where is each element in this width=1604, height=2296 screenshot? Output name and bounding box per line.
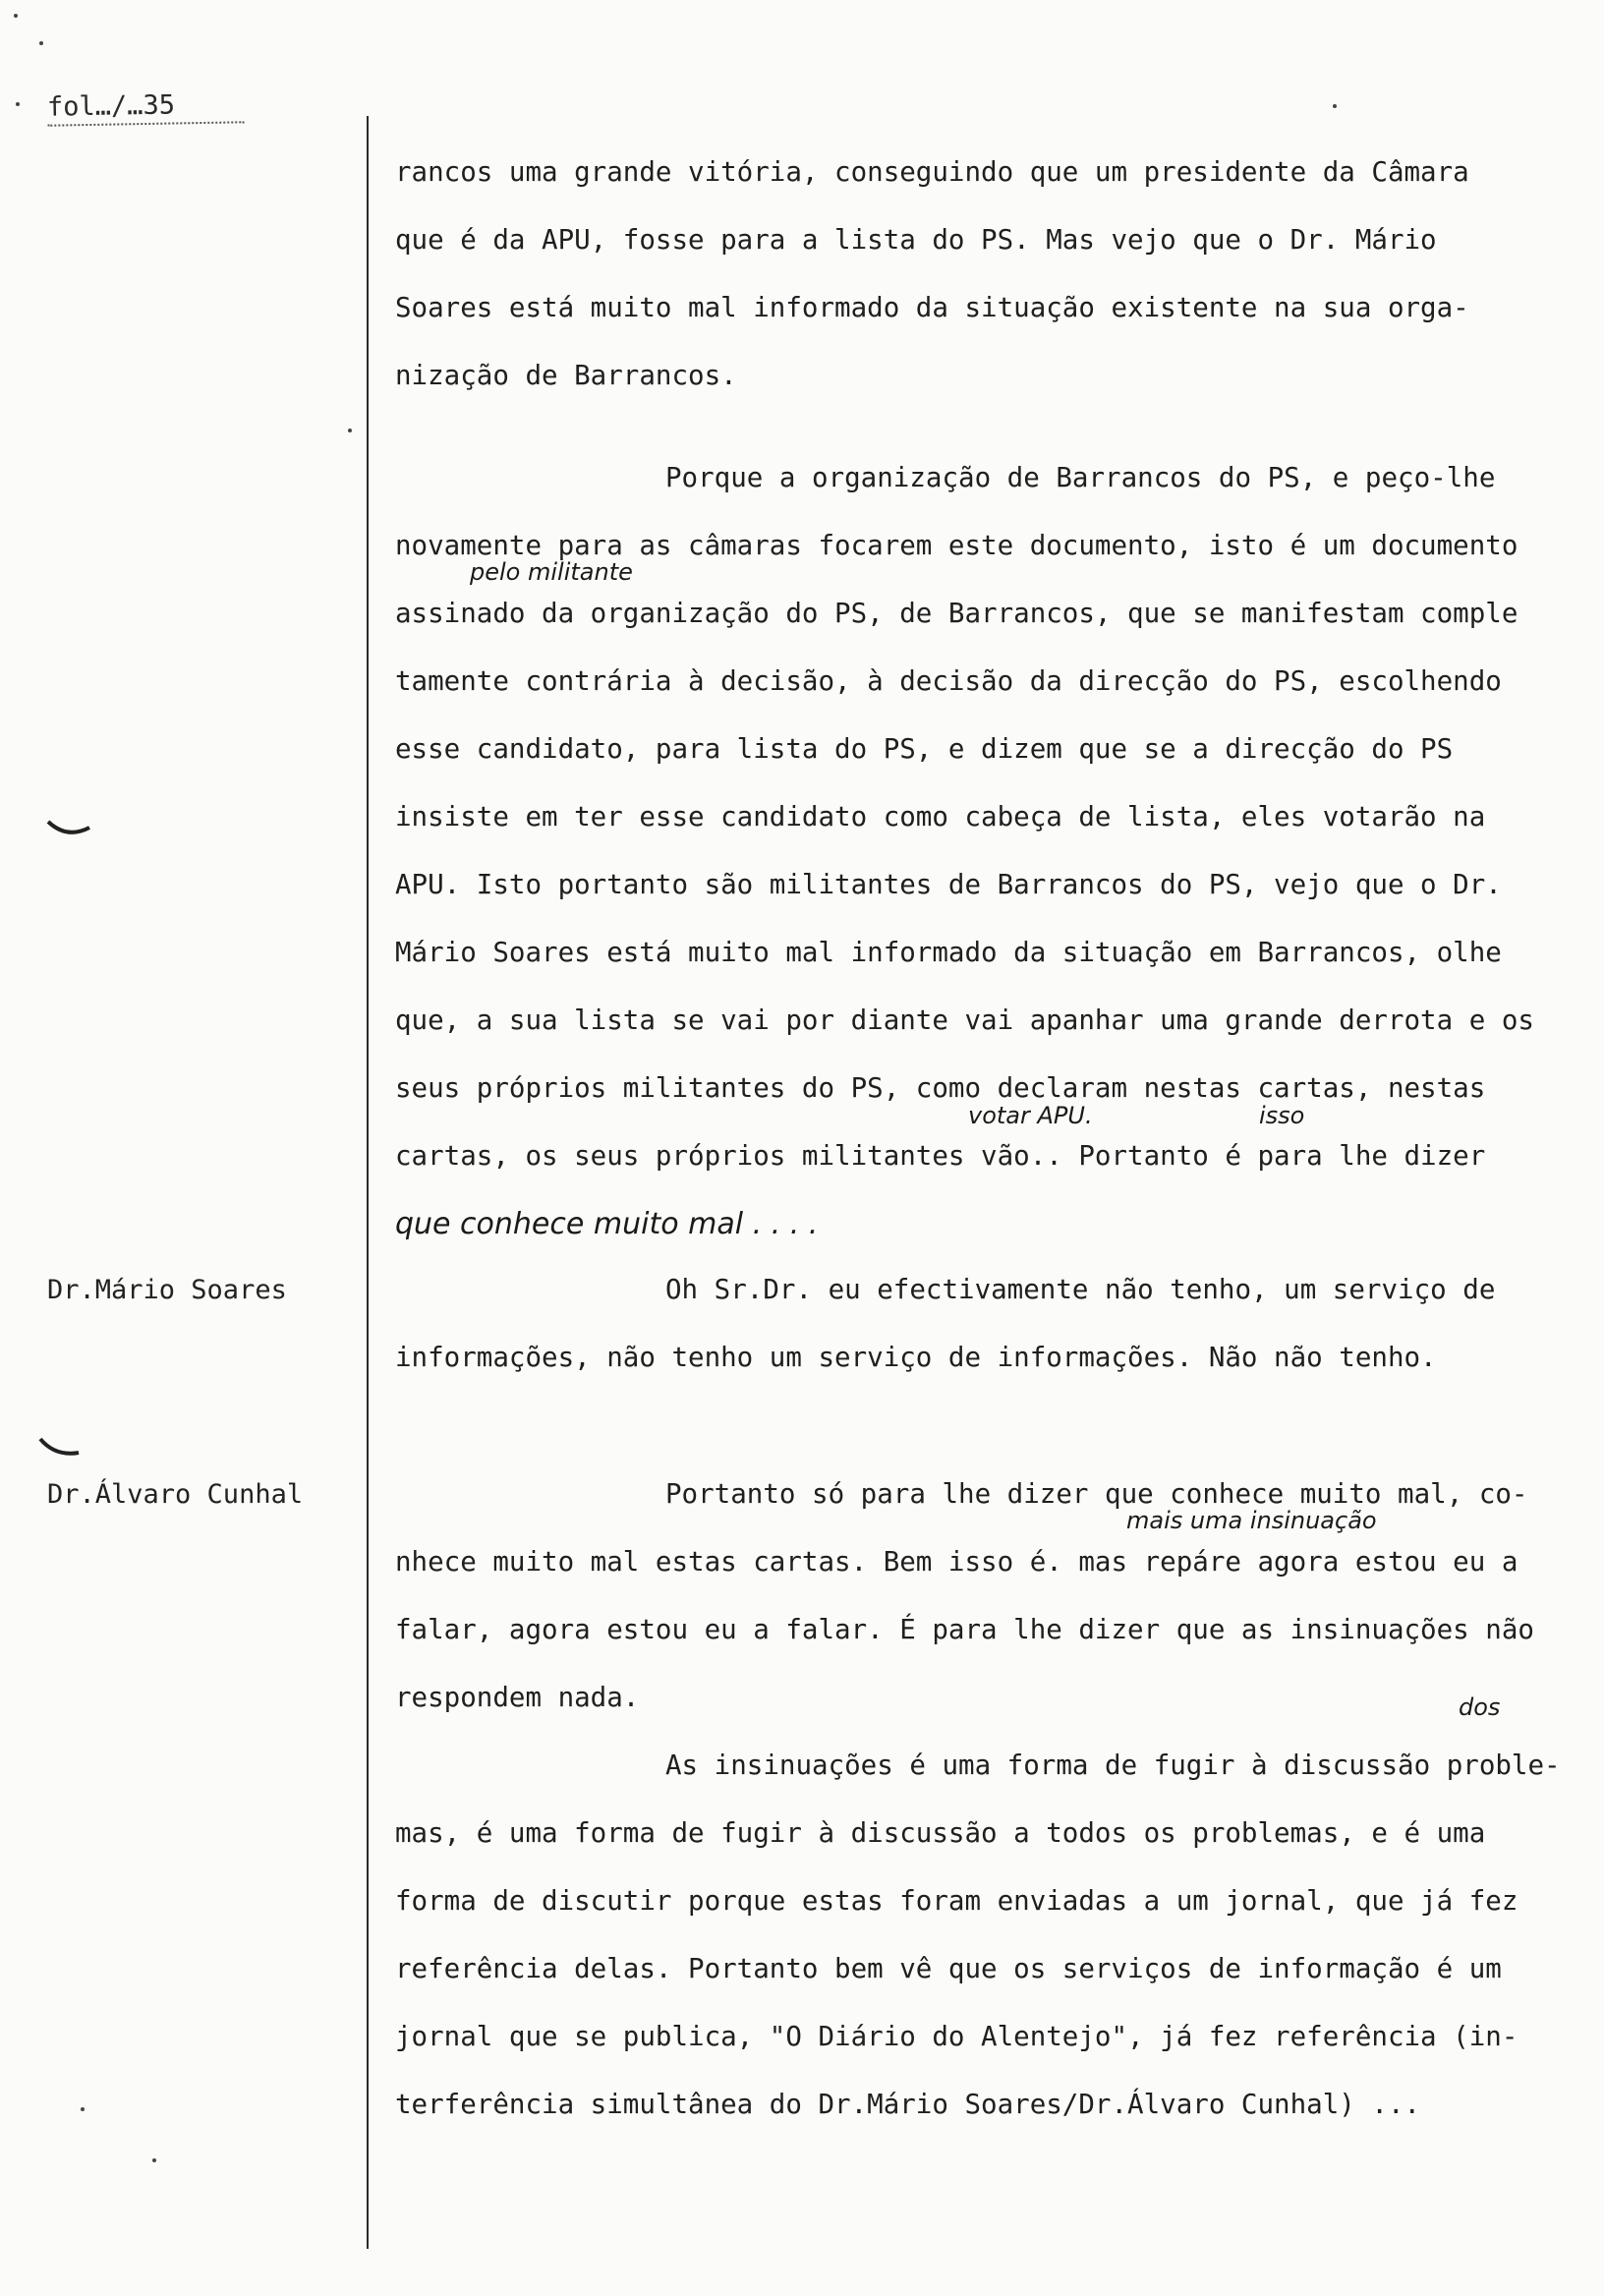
text-line: As insinuações é uma forma de fugir à discussão proble- [665, 1750, 1561, 1781]
text-line: APU. Isto portanto são militantes de Barrancos do PS, vejo que o Dr. [395, 869, 1502, 900]
paragraph-5 [395, 1732, 1596, 2139]
text-line: novamente para as câmaras focarem este documento, isto é um documento [395, 530, 1518, 561]
text-line: seus próprios militantes do PS, como declaram nestas cartas, nestas [395, 1072, 1486, 1104]
handwritten-annotation: pelo militante [470, 558, 633, 586]
text-line: esse candidato, para lista do PS, e dizem que se a direcção do PS [395, 733, 1454, 765]
text-line: falar, agora estou eu a falar. É para lhe dizer que as insinuações não [395, 1614, 1534, 1645]
folio-number: fol…/…35 [47, 88, 245, 126]
text-line: rancos uma grande vitória, conseguindo que um presidente da Câmara [395, 156, 1469, 188]
handwritten-annotation: dos [1459, 1693, 1501, 1721]
text-line: insiste em ter esse candidato como cabeça de lista, eles votarão na [395, 801, 1486, 832]
text-line: que, a sua lista se vai por diante vai apanhar uma grande derrota e os [395, 1004, 1534, 1036]
text-line: Mário Soares está muito mal informado da situação em Barrancos, olhe [395, 937, 1502, 968]
speaker-label-mario-soares: Dr.Mário Soares [47, 1275, 287, 1305]
text-line: nhece muito mal estas cartas. Bem isso é. mas repáre agora estou eu a [395, 1546, 1518, 1578]
speck [152, 2158, 156, 2162]
handwritten-annotation: votar APU. [968, 1102, 1093, 1129]
speck [16, 102, 20, 106]
margin-rule [367, 116, 369, 2249]
paragraph-3 [395, 1256, 1596, 1392]
text-line: cartas, os seus próprios militantes vão.. Portanto é para lhe dizer [395, 1140, 1486, 1172]
text-line: Oh Sr.Dr. eu efectivamente não tenho, um serviço de [665, 1274, 1496, 1305]
handwritten-annotation: mais uma insinuação [1126, 1507, 1377, 1534]
text-line: forma de discutir porque estas foram enviadas a um jornal, que já fez [395, 1885, 1518, 1917]
speck [1333, 104, 1337, 108]
text-line: terferência simultânea do Dr.Mário Soares/Dr.Álvaro Cunhal) ... [395, 2089, 1421, 2120]
margin-arc-mark [45, 816, 94, 845]
text-line: respondem nada. [395, 1682, 640, 1713]
handwritten-annotation: isso [1259, 1102, 1305, 1129]
speck [348, 429, 352, 432]
text-line: Soares está muito mal informado da situação existente na sua orga- [395, 292, 1469, 323]
paragraph-1 [395, 139, 1596, 410]
speck [39, 41, 43, 45]
text-line: mas, é uma forma de fugir à discussão a todos os problemas, e é uma [395, 1817, 1486, 1849]
text-line: assinado da organização do PS, de Barrancos, que se manifestam comple [395, 598, 1518, 629]
text-line: Porque a organização de Barrancos do PS, e peço-lhe [665, 462, 1496, 493]
speaker-label-alvaro-cunhal: Dr.Álvaro Cunhal [47, 1479, 304, 1510]
text-line: tamente contrária à decisão, à decisão da direcção do PS, escolhendo [395, 665, 1502, 697]
text-line: informações, não tenho um serviço de informações. Não não tenho. [395, 1342, 1437, 1373]
paragraph-4 [395, 1461, 1596, 1732]
text-line: nização de Barrancos. [395, 360, 737, 391]
text-line: referência delas. Portanto bem vê que os serviços de informação é um [395, 1953, 1502, 1984]
text-line: que é da APU, fosse para a lista do PS. Mas vejo que o Dr. Mário [395, 224, 1437, 256]
text-line: Portanto só para lhe dizer que conhece muito mal, co- [665, 1478, 1528, 1510]
handwritten-line: que conhece muito mal . . . . [395, 1207, 819, 1241]
margin-arc-mark [37, 1435, 86, 1464]
speck [14, 14, 18, 18]
speck [81, 2107, 85, 2111]
text-line: jornal que se publica, "O Diário do Alentejo", já fez referência (in- [395, 2021, 1518, 2052]
